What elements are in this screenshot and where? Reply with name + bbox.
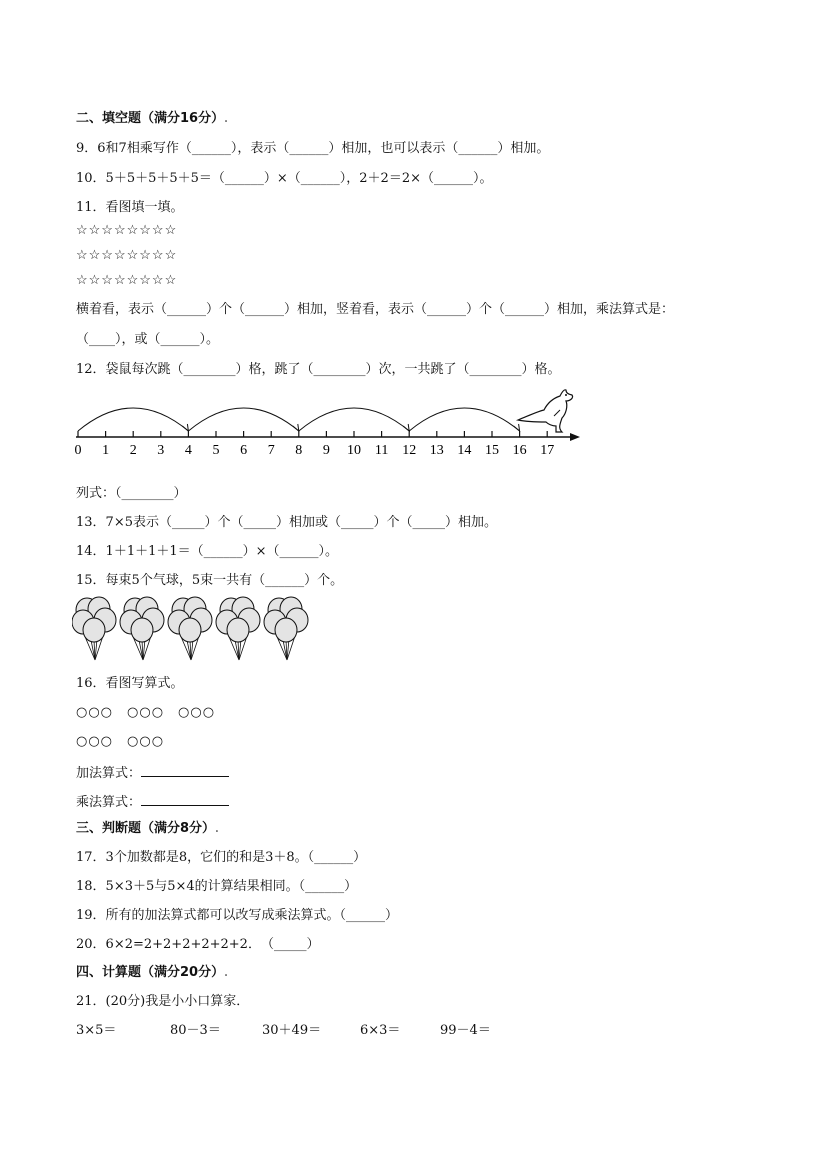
balloon-bunches bbox=[72, 596, 322, 664]
calc-item: 30＋49＝ bbox=[262, 1023, 322, 1038]
balloon-bunch bbox=[120, 597, 164, 660]
kangaroo-icon bbox=[518, 390, 573, 432]
addition-formula-line: 加法算式： bbox=[76, 764, 229, 782]
tick-label: 8 bbox=[295, 443, 303, 458]
multiplication-formula-line: 乘法算式： bbox=[76, 793, 229, 811]
question-18: 18．5×3＋5与5×4的计算结果相同。（______） bbox=[76, 879, 358, 894]
calc-row bbox=[76, 1023, 576, 1041]
tick-label: 5 bbox=[212, 443, 220, 458]
calc-item: 99－4＝ bbox=[440, 1023, 491, 1038]
balloon-bunch bbox=[216, 597, 260, 660]
tick-label: 12 bbox=[402, 443, 417, 458]
question-12: 12．袋鼠每次跳（________）格，跳了（________）次，一共跳了（________）格。 bbox=[76, 362, 561, 377]
tick-label: 7 bbox=[267, 443, 275, 458]
question-17: 17．3个加数都是8，它们的和是3＋8。（______） bbox=[76, 850, 367, 865]
balloon-icon bbox=[83, 618, 105, 642]
star-row: ☆☆☆☆☆☆☆☆ bbox=[76, 223, 178, 238]
question-20: 20．6×2=2+2+2+2+2+2． （_____） bbox=[76, 937, 320, 952]
question-19: 19．所有的加法算式都可以改写成乘法算式。（______） bbox=[76, 908, 399, 923]
balloon-icon bbox=[131, 618, 153, 642]
tick-label: 3 bbox=[157, 443, 165, 458]
star-row: ☆☆☆☆☆☆☆☆ bbox=[76, 248, 178, 263]
section-fill-heading: 二、填空题（满分16分）. bbox=[76, 111, 228, 126]
tick-label: 0 bbox=[74, 443, 82, 458]
tick-label: 6 bbox=[240, 443, 248, 458]
question-21: 21．(20分)我是小小口算家． bbox=[76, 994, 250, 1009]
circles-row: ○○○ ○○○ ○○○ bbox=[76, 705, 216, 720]
calc-item: 80－3＝ bbox=[170, 1023, 221, 1038]
question-10: 10．5＋5＋5＋5＋5＝（______）×（______），2＋2＝2×（______）。 bbox=[76, 171, 493, 186]
question-15: 15．每束5个气球，5束一共有（______）个。 bbox=[76, 573, 344, 588]
calc-item: 6×3＝ bbox=[360, 1023, 401, 1038]
jump-arc bbox=[299, 408, 409, 431]
tick-label: 14 bbox=[457, 443, 472, 458]
balloon-icon bbox=[179, 618, 201, 642]
question-14: 14．1＋1＋1＋1＝（______）×（______）。 bbox=[76, 544, 339, 559]
tick-label: 4 bbox=[184, 443, 192, 458]
question-11: 11．看图填一填。 bbox=[76, 200, 184, 215]
tick-label: 1 bbox=[102, 443, 110, 458]
balloon-icon bbox=[227, 618, 249, 642]
question-9: 9．6和7相乘写作（______），表示（______）相加，也可以表示（______）相加。 bbox=[76, 141, 550, 156]
tick-label: 13 bbox=[429, 443, 444, 458]
balloon-bunch bbox=[264, 597, 308, 660]
section-calc-heading: 四、计算题（满分20分）. bbox=[76, 965, 228, 980]
tick-label: 11 bbox=[374, 443, 389, 458]
balloon-bunch bbox=[72, 597, 116, 660]
star-row: ☆☆☆☆☆☆☆☆ bbox=[76, 273, 178, 288]
balloon-bunch bbox=[168, 597, 212, 660]
tick-label: 10 bbox=[347, 443, 361, 458]
tick-label: 9 bbox=[322, 443, 330, 458]
calc-item: 3×5＝ bbox=[76, 1023, 117, 1038]
question-12-formula: 列式：（________） bbox=[76, 486, 187, 501]
circles-row: ○○○ ○○○ bbox=[76, 734, 165, 749]
question-11-text: 横着看，表示（______）个（______）相加，竖着看，表示（______）个（______）相加，乘法算式是： bbox=[76, 302, 675, 317]
tick-label: 15 bbox=[485, 443, 499, 458]
jump-arc bbox=[409, 408, 519, 431]
tick-label: 17 bbox=[540, 443, 555, 458]
tick-label: 2 bbox=[129, 443, 137, 458]
question-16: 16．看图写算式。 bbox=[76, 676, 184, 691]
question-11-answer: （____），或（______）。 bbox=[76, 332, 220, 347]
tick-label: 16 bbox=[512, 443, 527, 458]
section-judge-heading: 三、判断题（满分8分）. bbox=[76, 821, 219, 836]
jump-arc bbox=[78, 408, 188, 431]
balloon-icon bbox=[275, 618, 297, 642]
number-line bbox=[70, 384, 590, 460]
question-13: 13．7×5表示（_____）个（_____）相加或（_____）个（_____）相加。 bbox=[76, 515, 497, 530]
jump-arc bbox=[188, 408, 298, 431]
